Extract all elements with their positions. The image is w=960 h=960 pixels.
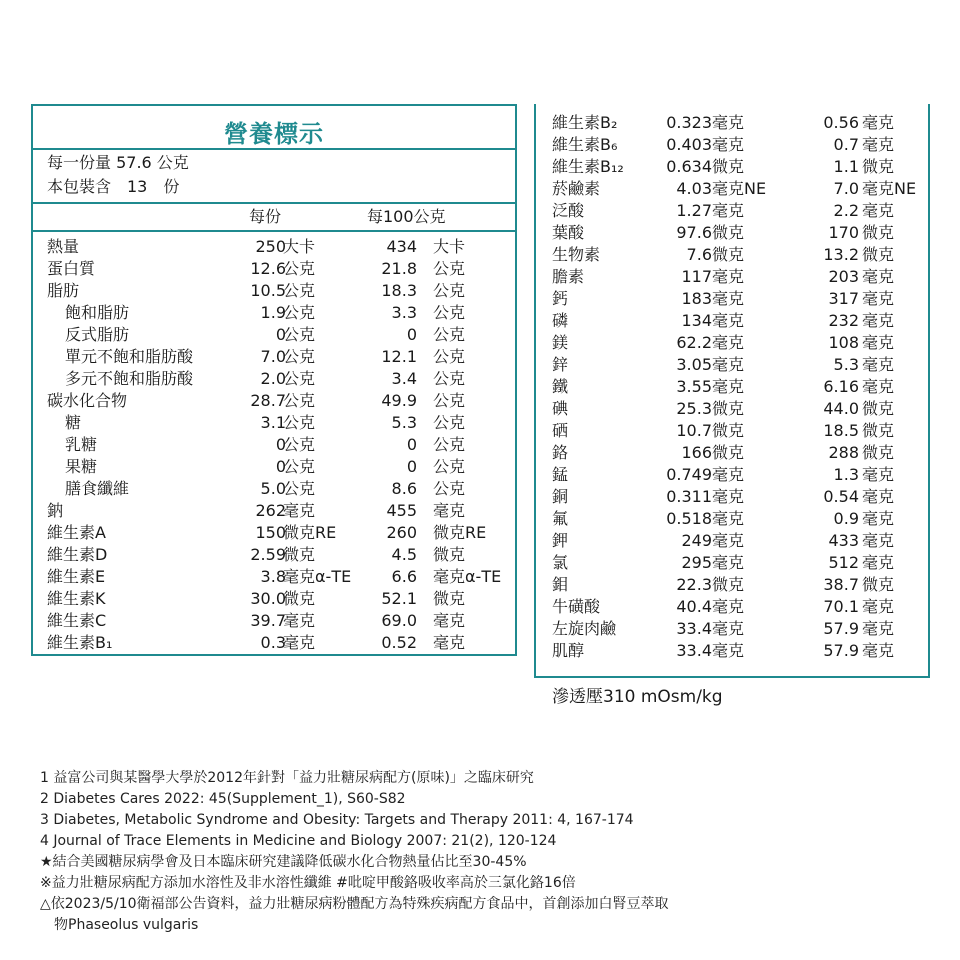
nutrient-row <box>536 420 928 442</box>
unit-per-100g: 毫克 <box>862 311 895 330</box>
value-per-serving: 40.4 <box>676 597 712 616</box>
unit-per-serving: 毫克 <box>712 333 745 352</box>
value-per-100g: 434 <box>386 237 417 256</box>
nutrient-name: 泛酸 <box>552 201 585 220</box>
value-per-serving: 2.59 <box>250 545 286 564</box>
value-per-serving: 10.7 <box>676 421 712 440</box>
value-per-serving: 166 <box>681 443 712 462</box>
value-per-serving: 2.0 <box>260 369 286 388</box>
col-header-per-100g: 每100公克 <box>367 207 446 226</box>
value-per-100g: 6.16 <box>823 377 859 396</box>
unit-per-100g: 毫克 <box>862 113 895 132</box>
unit-per-100g: 毫克 <box>862 377 895 396</box>
nutrient-name: 果糖 <box>65 457 98 476</box>
unit-per-100g: 毫克 <box>862 201 895 220</box>
value-per-100g: 0.52 <box>381 633 417 652</box>
unit-per-100g: 微克 <box>862 575 895 594</box>
value-per-100g: 2.2 <box>833 201 859 220</box>
unit-per-100g: 微克 <box>433 545 466 564</box>
nutrient-row <box>536 376 928 398</box>
unit-per-100g: 公克 <box>433 435 466 454</box>
nutrient-name: 錳 <box>552 465 569 484</box>
unit-per-100g: 毫克 <box>862 597 895 616</box>
nutrient-name: 硒 <box>552 421 569 440</box>
unit-per-serving: 毫克 <box>712 355 745 374</box>
footnotes <box>40 768 669 936</box>
page-title: 營養標示 <box>224 120 324 148</box>
unit-per-100g: 微克RE <box>433 523 487 542</box>
value-per-100g: 317 <box>828 289 859 308</box>
value-per-serving: 0.323 <box>666 113 712 132</box>
value-per-serving: 1.9 <box>260 303 286 322</box>
unit-per-100g: 毫克 <box>862 531 895 550</box>
nutrient-row <box>33 368 515 390</box>
unit-per-serving: 公克 <box>283 325 316 344</box>
unit-per-100g: 毫克 <box>862 619 895 638</box>
value-per-serving: 62.2 <box>676 333 712 352</box>
nutrient-name: 銅 <box>552 487 569 506</box>
nutrient-name: 鋅 <box>552 355 569 374</box>
nutrient-row <box>33 566 515 588</box>
nutrient-row <box>536 486 928 508</box>
unit-per-100g: 毫克 <box>862 553 895 572</box>
value-per-serving: 0 <box>275 325 286 344</box>
unit-per-serving: 毫克 <box>712 509 745 528</box>
footnote-line: △依2023/5/10衛福部公告資料，益力壯糖尿病粉體配方為特殊疾病配方食品中，首創添加白腎豆萃取 <box>40 896 669 912</box>
unit-per-serving: 微克 <box>712 443 745 462</box>
unit-per-100g: 公克 <box>433 259 466 278</box>
value-per-serving: 0.3 <box>260 633 286 652</box>
unit-per-serving: 毫克 <box>712 311 745 330</box>
unit-per-100g: 毫克 <box>862 509 895 528</box>
unit-per-serving: 大卡 <box>283 237 316 256</box>
value-per-100g: 433 <box>828 531 859 550</box>
value-per-serving: 0.403 <box>666 135 712 154</box>
value-per-100g: 512 <box>828 553 859 572</box>
nutrient-name: 維生素B₁₂ <box>552 157 624 176</box>
value-per-100g: 0 <box>406 457 417 476</box>
unit-per-serving: 毫克 <box>712 135 745 154</box>
value-per-100g: 0.56 <box>823 113 859 132</box>
unit-per-100g: 毫克 <box>862 289 895 308</box>
value-per-100g: 57.9 <box>823 641 859 660</box>
unit-per-100g: 毫克 <box>862 135 895 154</box>
footnote-line: 1 益富公司與某醫學大學於2012年針對「益力壯糖尿病配方(原味)」之臨床研究 <box>40 770 534 786</box>
value-per-serving: 3.05 <box>676 355 712 374</box>
unit-per-serving: 公克 <box>283 391 316 410</box>
value-per-serving: 39.7 <box>250 611 286 630</box>
unit-per-100g: 微克 <box>433 589 466 608</box>
unit-per-serving: 微克 <box>712 575 745 594</box>
unit-per-100g: 公克 <box>433 369 466 388</box>
unit-per-serving: 毫克 <box>712 553 745 572</box>
nutrient-row <box>536 596 928 618</box>
value-per-100g: 232 <box>828 311 859 330</box>
unit-per-serving: 微克 <box>712 421 745 440</box>
unit-per-100g: 微克 <box>862 157 895 176</box>
value-per-100g: 13.2 <box>823 245 859 264</box>
value-per-100g: 170 <box>828 223 859 242</box>
unit-per-100g: 公克 <box>433 347 466 366</box>
unit-per-100g: 毫克α-TE <box>433 567 502 586</box>
value-per-100g: 8.6 <box>391 479 417 498</box>
value-per-100g: 0 <box>406 435 417 454</box>
nutrient-row <box>536 288 928 310</box>
value-per-100g: 4.5 <box>391 545 417 564</box>
value-per-serving: 10.5 <box>250 281 286 300</box>
nutrient-row <box>536 332 928 354</box>
nutrient-name: 維生素E <box>47 567 106 586</box>
unit-per-100g: 毫克 <box>862 267 895 286</box>
nutrient-row <box>33 258 515 280</box>
value-per-serving: 7.6 <box>686 245 712 264</box>
nutrient-name: 單元不飽和脂肪酸 <box>65 347 194 366</box>
nutrient-row <box>536 178 928 200</box>
nutrient-name: 鎂 <box>552 333 569 352</box>
value-per-100g: 455 <box>386 501 417 520</box>
nutrient-row <box>536 310 928 332</box>
value-per-100g: 1.1 <box>833 157 859 176</box>
value-per-100g: 57.9 <box>823 619 859 638</box>
unit-per-serving: 毫克 <box>712 487 745 506</box>
unit-per-serving: 公克 <box>283 479 316 498</box>
nutrient-row <box>536 574 928 596</box>
unit-per-serving: 毫克 <box>712 113 745 132</box>
value-per-serving: 0.311 <box>666 487 712 506</box>
nutrient-name: 生物素 <box>552 245 601 264</box>
nutrient-name: 熱量 <box>47 237 80 256</box>
footnote-line: 物Phaseolus vulgaris <box>40 917 199 933</box>
value-per-100g: 0.54 <box>823 487 859 506</box>
value-per-100g: 7.0 <box>833 179 859 198</box>
value-per-100g: 69.0 <box>381 611 417 630</box>
unit-per-serving: 毫克NE <box>712 179 767 198</box>
nutrient-name: 飽和脂肪 <box>65 303 130 322</box>
unit-per-100g: 公克 <box>433 303 466 322</box>
value-per-serving: 25.3 <box>676 399 712 418</box>
nutrient-row <box>536 618 928 640</box>
value-per-100g: 5.3 <box>833 355 859 374</box>
unit-per-serving: 毫克 <box>712 267 745 286</box>
unit-per-100g: 毫克NE <box>862 179 917 198</box>
unit-per-serving: 毫克 <box>712 641 745 660</box>
footnote-line: ※益力壯糖尿病配方添加水溶性及非水溶性纖維 #吡啶甲酸鉻吸收率高於三氯化鉻16倍 <box>40 875 576 891</box>
nutrient-name: 乳糖 <box>65 435 98 454</box>
value-per-serving: 150 <box>255 523 286 542</box>
footnote-line: 3 Diabetes, Metabolic Syndrome and Obesity: Targets and Therapy 2011: 4, 167-174 <box>40 812 634 828</box>
unit-per-100g: 公克 <box>433 479 466 498</box>
nutrient-row <box>33 478 515 500</box>
nutrient-row <box>33 346 515 368</box>
value-per-serving: 134 <box>681 311 712 330</box>
nutrient-row <box>33 610 515 632</box>
unit-per-100g: 微克 <box>862 399 895 418</box>
value-per-serving: 22.3 <box>676 575 712 594</box>
nutrient-name: 維生素B₁ <box>47 633 113 652</box>
nutrient-name: 維生素C <box>47 611 107 630</box>
nutrient-row <box>33 544 515 566</box>
unit-per-serving: 公克 <box>283 347 316 366</box>
value-per-100g: 0.9 <box>833 509 859 528</box>
unit-per-serving: 微克 <box>712 157 745 176</box>
unit-per-100g: 公克 <box>433 281 466 300</box>
nutrient-row <box>33 500 515 522</box>
unit-per-serving: 微克 <box>712 245 745 264</box>
unit-per-serving: 毫克 <box>712 597 745 616</box>
nutrient-name: 氟 <box>552 509 569 528</box>
nutrient-row <box>33 412 515 434</box>
unit-per-serving: 毫克 <box>712 531 745 550</box>
nutrient-name: 碘 <box>552 399 569 418</box>
value-per-100g: 21.8 <box>381 259 417 278</box>
unit-per-100g: 微克 <box>862 443 895 462</box>
nutrient-row <box>536 464 928 486</box>
nutrient-row <box>536 442 928 464</box>
value-per-serving: 4.03 <box>676 179 712 198</box>
unit-per-100g: 公克 <box>433 413 466 432</box>
osmolality: 滲透壓310 mOsm/kg <box>552 687 723 707</box>
unit-per-100g: 毫克 <box>862 487 895 506</box>
serving-size: 每一份量 57.6 公克 <box>47 153 189 172</box>
value-per-100g: 1.3 <box>833 465 859 484</box>
nutrient-name: 左旋肉鹼 <box>552 619 617 638</box>
nutrient-name: 鉬 <box>552 575 569 594</box>
nutrient-row <box>33 236 515 258</box>
value-per-serving: 33.4 <box>676 619 712 638</box>
nutrient-row <box>33 280 515 302</box>
nutrient-row <box>33 434 515 456</box>
nutrient-name: 鐵 <box>552 377 569 396</box>
nutrient-row <box>536 508 928 530</box>
nutrition-panel-right <box>534 104 930 678</box>
nutrient-row <box>536 200 928 222</box>
unit-per-serving: 公克 <box>283 413 316 432</box>
unit-per-serving: 毫克 <box>712 289 745 308</box>
nutrient-row <box>536 134 928 156</box>
nutrient-row <box>536 640 928 662</box>
value-per-serving: 33.4 <box>676 641 712 660</box>
value-per-serving: 117 <box>681 267 712 286</box>
value-per-100g: 52.1 <box>381 589 417 608</box>
divider <box>33 230 515 232</box>
nutrient-name: 糖 <box>65 413 82 432</box>
unit-per-serving: 微克 <box>283 589 316 608</box>
value-per-serving: 295 <box>681 553 712 572</box>
value-per-serving: 250 <box>255 237 286 256</box>
unit-per-serving: 毫克 <box>283 611 316 630</box>
value-per-serving: 12.6 <box>250 259 286 278</box>
nutrient-name: 維生素B₆ <box>552 135 618 154</box>
value-per-serving: 262 <box>255 501 286 520</box>
value-per-100g: 108 <box>828 333 859 352</box>
nutrient-row <box>33 302 515 324</box>
value-per-serving: 3.55 <box>676 377 712 396</box>
value-per-serving: 0.634 <box>666 157 712 176</box>
unit-per-serving: 微克 <box>712 223 745 242</box>
unit-per-serving: 毫克 <box>283 633 316 652</box>
value-per-100g: 38.7 <box>823 575 859 594</box>
nutrient-row <box>33 522 515 544</box>
value-per-serving: 249 <box>681 531 712 550</box>
nutrient-name: 維生素K <box>47 589 106 608</box>
nutrient-row <box>536 398 928 420</box>
nutrient-name: 鈣 <box>552 289 569 308</box>
value-per-100g: 44.0 <box>823 399 859 418</box>
value-per-100g: 18.5 <box>823 421 859 440</box>
nutrient-name: 脂肪 <box>47 281 80 300</box>
footnote-line: 2 Diabetes Cares 2022: 45(Supplement_1), S60-S82 <box>40 791 406 807</box>
nutrient-name: 鈉 <box>47 501 64 520</box>
nutrient-name: 膳食纖維 <box>65 479 130 498</box>
unit-per-serving: 公克 <box>283 457 316 476</box>
unit-per-serving: 微克RE <box>283 523 337 542</box>
col-header-per-serving: 每份 <box>249 207 282 226</box>
servings-per-package: 本包裝含 13 份 <box>47 177 180 196</box>
value-per-serving: 0.518 <box>666 509 712 528</box>
unit-per-serving: 毫克 <box>712 619 745 638</box>
divider <box>33 202 515 204</box>
nutrient-row <box>536 530 928 552</box>
value-per-serving: 5.0 <box>260 479 286 498</box>
unit-per-100g: 毫克 <box>433 633 466 652</box>
value-per-100g: 3.3 <box>391 303 417 322</box>
nutrient-name: 肌醇 <box>552 641 585 660</box>
unit-per-100g: 公克 <box>433 457 466 476</box>
value-per-serving: 3.1 <box>260 413 286 432</box>
nutrient-name: 磷 <box>552 311 569 330</box>
value-per-serving: 97.6 <box>676 223 712 242</box>
footnote-line: 4 Journal of Trace Elements in Medicine and Biology 2007: 21(2), 120-124 <box>40 833 557 849</box>
unit-per-serving: 公克 <box>283 281 316 300</box>
nutrient-row <box>536 354 928 376</box>
value-per-serving: 30.0 <box>250 589 286 608</box>
nutrient-name: 維生素D <box>47 545 108 564</box>
nutrient-name: 氯 <box>552 553 569 572</box>
value-per-100g: 6.6 <box>391 567 417 586</box>
divider <box>33 148 515 150</box>
value-per-100g: 288 <box>828 443 859 462</box>
value-per-100g: 260 <box>386 523 417 542</box>
unit-per-serving: 毫克 <box>283 501 316 520</box>
value-per-100g: 0 <box>406 325 417 344</box>
nutrient-row <box>33 390 515 412</box>
nutrient-name: 菸鹼素 <box>552 179 601 198</box>
unit-per-serving: 毫克α-TE <box>283 567 352 586</box>
unit-per-serving: 毫克 <box>712 465 745 484</box>
nutrient-row <box>33 324 515 346</box>
unit-per-serving: 微克 <box>712 399 745 418</box>
value-per-serving: 7.0 <box>260 347 286 366</box>
nutrient-row <box>33 456 515 478</box>
nutrient-row <box>536 112 928 134</box>
unit-per-100g: 公克 <box>433 325 466 344</box>
unit-per-100g: 毫克 <box>862 465 895 484</box>
value-per-100g: 203 <box>828 267 859 286</box>
value-per-serving: 28.7 <box>250 391 286 410</box>
nutrient-row <box>536 266 928 288</box>
value-per-100g: 0.7 <box>833 135 859 154</box>
unit-per-100g: 微克 <box>862 223 895 242</box>
unit-per-100g: 毫克 <box>862 333 895 352</box>
unit-per-100g: 公克 <box>433 391 466 410</box>
unit-per-100g: 微克 <box>862 421 895 440</box>
nutrient-name: 反式脂肪 <box>65 325 130 344</box>
nutrient-name: 蛋白質 <box>47 259 96 278</box>
value-per-serving: 0 <box>275 457 286 476</box>
value-per-100g: 18.3 <box>381 281 417 300</box>
nutrient-row <box>536 222 928 244</box>
nutrient-name: 膽素 <box>552 267 585 286</box>
value-per-serving: 1.27 <box>676 201 712 220</box>
nutrient-name: 鉀 <box>552 531 569 550</box>
unit-per-serving: 公克 <box>283 259 316 278</box>
value-per-100g: 70.1 <box>823 597 859 616</box>
unit-per-serving: 公克 <box>283 435 316 454</box>
value-per-100g: 12.1 <box>381 347 417 366</box>
value-per-100g: 5.3 <box>391 413 417 432</box>
nutrient-row <box>536 156 928 178</box>
nutrient-row <box>536 244 928 266</box>
nutrient-row <box>33 588 515 610</box>
unit-per-serving: 公克 <box>283 369 316 388</box>
unit-per-100g: 毫克 <box>433 611 466 630</box>
footnote-line: ★結合美國糖尿病學會及日本臨床研究建議降低碳水化合物熱量佔比至30-45% <box>40 854 527 870</box>
nutrient-row <box>536 552 928 574</box>
unit-per-100g: 微克 <box>862 245 895 264</box>
value-per-serving: 0.749 <box>666 465 712 484</box>
nutrient-name: 鉻 <box>552 443 569 462</box>
unit-per-serving: 毫克 <box>712 377 745 396</box>
unit-per-100g: 毫克 <box>862 355 895 374</box>
value-per-serving: 0 <box>275 435 286 454</box>
unit-per-serving: 毫克 <box>712 201 745 220</box>
nutrient-name: 維生素A <box>47 523 106 542</box>
value-per-100g: 3.4 <box>391 369 417 388</box>
unit-per-serving: 公克 <box>283 303 316 322</box>
unit-per-serving: 微克 <box>283 545 316 564</box>
unit-per-100g: 大卡 <box>433 237 466 256</box>
unit-per-100g: 毫克 <box>433 501 466 520</box>
nutrient-name: 維生素B₂ <box>552 113 618 132</box>
nutrient-name: 多元不飽和脂肪酸 <box>65 369 194 388</box>
unit-per-100g: 毫克 <box>862 641 895 660</box>
value-per-serving: 183 <box>681 289 712 308</box>
value-per-100g: 49.9 <box>381 391 417 410</box>
nutrient-name: 碳水化合物 <box>47 391 128 410</box>
value-per-serving: 3.8 <box>260 567 286 586</box>
nutrient-name: 葉酸 <box>552 223 585 242</box>
nutrient-row <box>33 632 515 654</box>
nutrition-panel-left <box>31 104 517 656</box>
nutrient-name: 牛磺酸 <box>552 597 601 616</box>
